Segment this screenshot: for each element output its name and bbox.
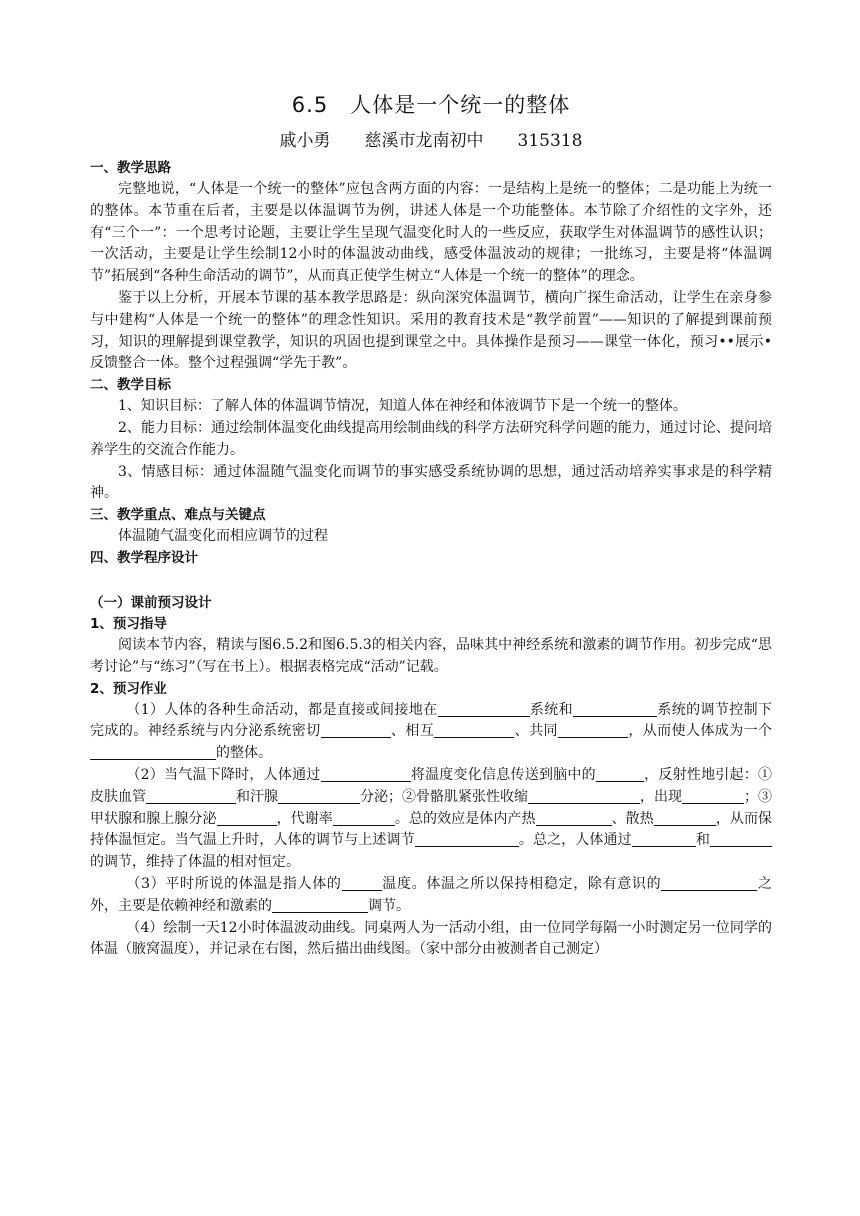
- fill-blank[interactable]: [272, 898, 368, 913]
- fill-blank[interactable]: [415, 832, 519, 847]
- fill-blank[interactable]: [146, 789, 236, 804]
- fill-blank[interactable]: [573, 702, 657, 717]
- section-heading-4: 四、教学程序设计: [90, 549, 198, 566]
- question-4: （4）绘制一天12小时体温波动曲线。同桌两人为一活动小组，由一位同学每隔一小时测定另一位同学的体温（腋窝温度），并记录在右图，然后描出曲线图。（家中部分由被测者自己测定）: [90, 919, 772, 958]
- section-heading-1: 一、教学思路: [90, 160, 171, 176]
- fill-blank[interactable]: [536, 811, 612, 826]
- preview-guide-heading: 1、预习指导: [90, 615, 167, 632]
- preview-guide-text: 阅读本节内容，精读与图6.5.2和图6.5.3的相关内容，品味其中神经系统和激素的调节作用。初步完成“思考讨论”与“练习”（写在书上）。根据表格完成“活动”记载。: [90, 636, 772, 675]
- q1-text: ，从而使人体成为一个: [627, 723, 773, 740]
- q2-text: ；③甲状腺和腺上腺分泌: [90, 788, 772, 827]
- q2-text: 、散热: [611, 810, 654, 827]
- section1-paragraph-1: 完整地说，“人体是一个统一的整体”应包含两方面的内容：一是结构上是统一的整体；二是功能上为统一的整体。本节重在后者，主要是以体温调节为例，讲述人体是一个功能整体。本节除了介绍性的文字外，还有“三个一”：一个思考讨论题，主要让学生呈现气温变化时人的一些反应，获取学生对体温调节的感性认识；一次活动，主要是让学生绘制12小时的体温波动曲线，感受体温波动的规律；一批练习，主要是将“体温调节”拓展到“各种生命活动的调节”，从而真正使学生树立“人体是一个统一的整体”的理念。: [90, 181, 772, 285]
- page-title: 6.5 人体是一个统一的整体: [291, 93, 571, 117]
- fill-blank[interactable]: [654, 811, 716, 826]
- fill-blank[interactable]: [710, 832, 772, 847]
- q2-text: 的调节，维持了体温的相对恒定。: [90, 854, 300, 871]
- question-3: [90, 874, 772, 918]
- goal-ability: 2、能力目标：通过绘制体温变化曲线提高用绘制曲线的科学方法研究科学问题的能力，通过讨论、提问培养学生的交流合作能力。: [90, 419, 772, 458]
- section1-paragraph-2: 鉴于以上分析，开展本节课的基本教学思路是：纵向深究体温调节，横向广探生命活动，让学生在亲身参与中建构“人体是一个统一的整体”的理念性知识。采用的教育技术是“教学前置”——知识的了解提到课前预习，知识的理解提到课堂教学，知识的巩固也提到课堂之中。具体操作是预习——课堂一体化，预习••展示•反馈整合一体。整个过程强调“学先于教”。: [90, 289, 772, 372]
- question-2: [90, 765, 772, 874]
- q2-text: 和: [695, 832, 711, 849]
- q2-text: ，从而保持体温恒定。当气温上升时，人体的调节与上述调节: [90, 810, 773, 849]
- q1-text: （1）人体的各种生命活动，都是直接或间接地在: [126, 701, 438, 718]
- q1-text: 的整体。: [216, 745, 272, 762]
- fill-blank[interactable]: [661, 876, 757, 891]
- q2-text: 。总之，人体通过: [518, 832, 632, 849]
- fill-blank[interactable]: [528, 789, 640, 804]
- q3-text: 温度。体温之所以保持相稳定，除有意识的: [381, 875, 662, 892]
- q2-text: ，反射性地引起：①皮肤血管: [90, 766, 773, 805]
- fill-blank[interactable]: [321, 723, 391, 738]
- q1-text: 系统和: [529, 701, 574, 718]
- q2-text: 分泌；②骨骼肌紧张性收缩: [360, 788, 528, 805]
- q1-text: 、共同: [514, 723, 558, 740]
- q3-text: （3）平时所说的体温是指人体的: [126, 875, 342, 892]
- key-points-text: 体温随气温变化而相应调节的过程: [118, 528, 328, 545]
- q3-text: 之外，主要是依赖神经和激素的: [90, 875, 772, 914]
- q3-text: 调节。: [368, 897, 410, 914]
- fill-blank[interactable]: [342, 876, 382, 891]
- q2-text: ，代谢率: [276, 810, 333, 827]
- q2-text: 。总的效应是体内产热: [394, 810, 536, 827]
- author-line: 戚小勇 慈溪市龙南初中 315318: [279, 131, 583, 151]
- fill-blank[interactable]: [333, 811, 395, 826]
- fill-blank[interactable]: [90, 745, 216, 760]
- fill-blank[interactable]: [632, 832, 696, 847]
- fill-blank[interactable]: [217, 811, 277, 826]
- q1-text: 、相互: [390, 723, 435, 740]
- section-heading-3: 三、教学重点、难点与关键点: [90, 507, 266, 524]
- goal-emotion: 3、情感目标：通过体温随气温变化而调节的事实感受系统协调的思想，通过活动培养实事求是的科学精神。: [90, 463, 772, 502]
- q2-text: 将温度变化信息传送到脑中的: [410, 766, 596, 783]
- document-page: [90, 88, 772, 961]
- q2-text: （2）当气温下降时，人体通过: [126, 766, 321, 783]
- section-heading-2: 二、教学目标: [90, 377, 171, 394]
- q2-text: ，出现: [640, 788, 682, 805]
- spacer: [90, 569, 772, 593]
- preview-homework-heading: 2、预习作业: [90, 680, 167, 697]
- fill-blank[interactable]: [321, 767, 411, 782]
- fill-blank[interactable]: [278, 789, 360, 804]
- subsection-heading-preview: （一）课前预习设计: [90, 594, 212, 611]
- q2-text: 和汗腺: [236, 788, 278, 805]
- fill-blank[interactable]: [434, 723, 514, 738]
- fill-blank[interactable]: [558, 723, 628, 738]
- fill-blank[interactable]: [682, 789, 744, 804]
- q1-text: 系统的调节控制下完成的。神经系统与内分泌系统密切: [90, 701, 773, 740]
- fill-blank[interactable]: [596, 767, 644, 782]
- question-1: [90, 700, 772, 765]
- goal-knowledge: 1、知识目标：了解人体的体温调节情况，知道人体在神经和体液调节下是一个统一的整体。: [118, 398, 687, 415]
- fill-blank[interactable]: [438, 702, 530, 717]
